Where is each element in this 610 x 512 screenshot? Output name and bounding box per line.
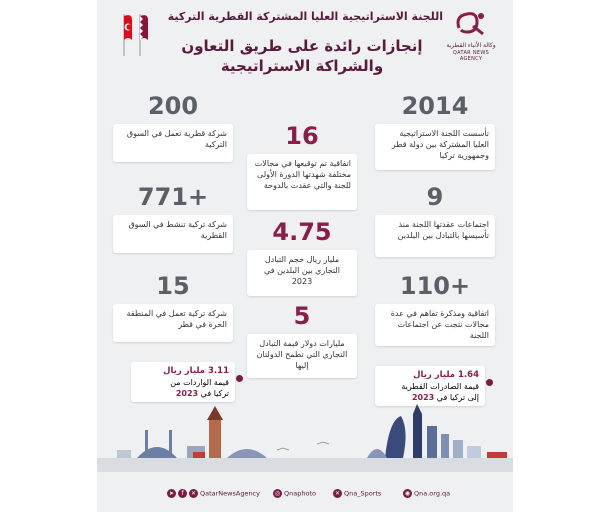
stat-number-meetings: 9 <box>426 183 444 211</box>
footer-site[interactable] <box>403 489 450 498</box>
facebook-icon: f <box>178 489 187 498</box>
footer-agency-label: QatarNewsAgency <box>200 489 260 498</box>
committee-heading: اللجنة الاستراتيجية العليا المشتركة القطرية التركية <box>167 10 443 23</box>
footer-sports[interactable] <box>333 489 381 498</box>
x-icon: ✕ <box>334 490 341 497</box>
stat-card-free-zone: شركة تركية تعمل في المنطقة الحرة في قطر <box>113 304 233 342</box>
stat-number-agreements: 110+ <box>399 272 471 300</box>
social-footer <box>97 478 513 508</box>
stat-number-turkish-companies: 771+ <box>137 183 209 211</box>
stat-card-meetings: اجتماعات عقدتها اللجنة منذ تأسيسها بالتبادل بين البلدين <box>375 215 495 257</box>
footer-sports-label: Qna_Sports <box>344 489 382 498</box>
page-title <box>157 36 447 76</box>
title-line-2: والشراكة الاستراتيجية <box>220 57 384 75</box>
exports-line-2: إلى تركيا في <box>436 393 479 402</box>
title-line-1: إنجازات رائدة على طريق التعاون <box>181 37 423 55</box>
stat-card-agreements: اتفاقية ومذكرة تفاهم في عدة مجالات نتجت عن اجتماعات اللجنة <box>375 304 495 346</box>
imports-amount: 3.11 مليار ريال <box>163 366 229 376</box>
instagram-icon: ◎ <box>274 490 281 497</box>
imports-line-1: قيمة الواردات من <box>170 378 229 387</box>
stat-card-trade-volume: مليار ريال حجم التبادل التجاري بين البلدين في 2023 <box>247 250 357 296</box>
stat-number-trade-volume: 4.75 <box>272 218 332 246</box>
logo-name-en: QATAR NEWS AGENCY <box>452 50 490 62</box>
stat-card-first-session: اتفاقية تم توقيعها في مجالات مختلفة شهدتها الدورة الأولى للجنة والتي عقدت بالدوحة <box>247 154 357 210</box>
infographic-poster <box>97 0 513 512</box>
stat-number-first-session: 16 <box>285 122 319 150</box>
stat-number-trade-target: 5 <box>293 302 311 330</box>
footer-agency[interactable] <box>167 489 260 498</box>
stat-number-qatari-companies: 200 <box>147 92 199 120</box>
x-icon: ✕ <box>190 490 197 497</box>
globe-icon: ◉ <box>404 490 411 497</box>
exports-amount: 1.64 مليار ريال <box>413 370 479 380</box>
bullet-dot-icon <box>486 379 493 386</box>
stat-card-trade-target: مليارات دولار قيمة التبادل التجاري التي تطمح الدولتان إليها <box>247 334 357 378</box>
footer-site-label: Qna.org.qa <box>414 489 451 498</box>
stat-number-free-zone: 15 <box>156 272 190 300</box>
imports-year: 2023 <box>175 389 199 398</box>
imports-line-2: تركيا في <box>200 389 229 398</box>
istanbul-doha-skyline-icon <box>97 400 513 472</box>
qna-logo-icon <box>451 8 491 38</box>
bullet-dot-icon <box>236 375 243 382</box>
footer-photo-label: Qnaphoto <box>284 489 316 498</box>
telegram-icon: ➤ <box>168 490 175 497</box>
logo-name-ar: وكالة الأنباء القطرية <box>446 42 496 49</box>
qna-logo <box>441 8 501 60</box>
imports-card <box>131 362 235 402</box>
exports-line-1: قيمة الصادرات القطرية <box>401 382 479 391</box>
stat-number-founded: 2014 <box>401 92 469 120</box>
stat-card-qatari-companies: شركة قطرية تعمل في السوق التركية <box>113 124 233 162</box>
exports-year: 2023 <box>411 393 435 402</box>
stat-card-founded: تأسست اللجنة الاستراتيجية العليا المشتركة بين دولة قطر وجمهورية تركيا <box>375 124 495 170</box>
stat-card-turkish-companies: شركة تركية تنشط في السوق القطرية <box>113 215 233 253</box>
footer-photo[interactable] <box>273 489 316 498</box>
